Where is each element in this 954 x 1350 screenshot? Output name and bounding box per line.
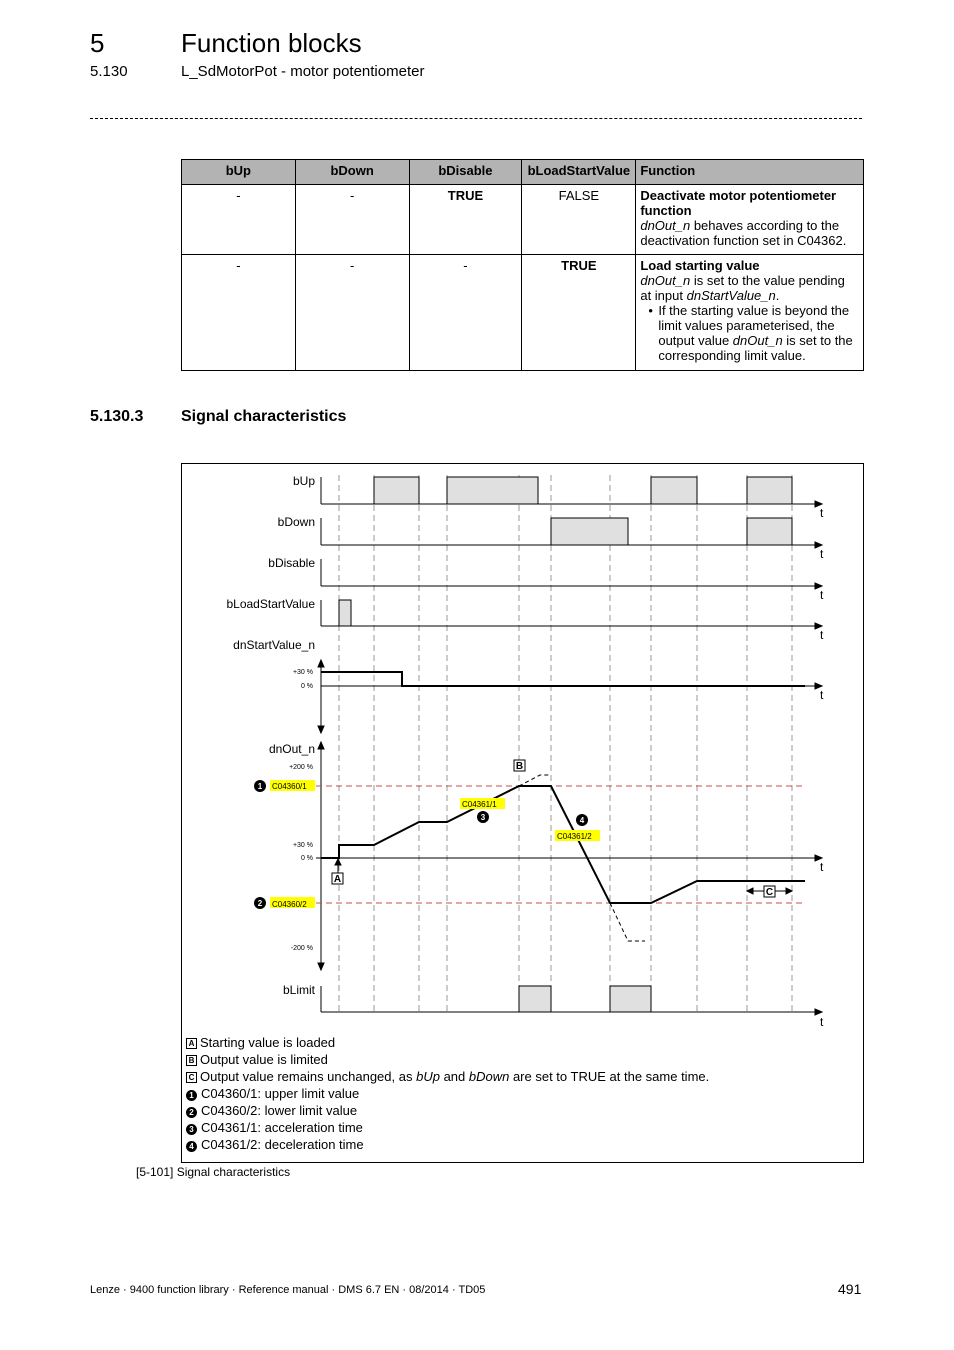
function-desc-end: . <box>775 288 780 303</box>
bdown-pulse <box>551 518 628 545</box>
legend-item <box>186 1085 709 1102</box>
legend-item <box>186 1051 709 1068</box>
legend-text: C04360/1: upper limit value <box>201 1086 360 1101</box>
signal-label-blimit: bLimit <box>282 983 315 997</box>
legend-circle-number: 1 <box>186 1090 197 1101</box>
legend-circle-number: 4 <box>186 1141 197 1152</box>
page-number: 491 <box>838 1281 862 1297</box>
signal-label-bloadstartvalue: bLoadStartValue <box>226 597 315 611</box>
bullet-text-a: If the starting value is beyond the limit values parameterised, the output value <box>658 303 850 348</box>
time-label: t <box>820 628 824 642</box>
marker-b-text: B <box>515 761 524 772</box>
legend-text: Output value is limited <box>200 1052 328 1067</box>
tick-label: -200 % <box>290 945 313 952</box>
subsection-title: Signal characteristics <box>181 408 347 425</box>
blimit-pulse <box>519 986 551 1012</box>
bullet-text-b: is set to the corresponding limit value. <box>658 333 853 363</box>
col-header-bdisable: bDisable <box>409 160 522 185</box>
chapter-number: 5 <box>90 28 105 58</box>
legend-var: bUp <box>416 1069 440 1084</box>
col-header-bloadstartvalue: bLoadStartValue <box>522 160 636 185</box>
signal-label-bdown: bDown <box>277 515 315 529</box>
var-dnstartvalue: dnStartValue_n <box>686 288 776 303</box>
cell-bup: - <box>182 255 296 371</box>
legend-item <box>186 1034 709 1051</box>
signal-label-bup: bUp <box>292 474 315 488</box>
dnstartvalue-trace <box>321 672 805 686</box>
cell-bdown: - <box>295 255 409 371</box>
time-label: t <box>820 547 824 561</box>
col-header-bup: bUp <box>182 160 296 185</box>
time-label: t <box>820 688 824 702</box>
circle-number-text: 1 <box>257 782 263 791</box>
tick-label: 0 % <box>300 855 313 862</box>
time-label: t <box>820 588 824 602</box>
dnout-trace <box>321 786 805 903</box>
arrow-icon <box>318 742 324 749</box>
legend-item <box>186 1068 709 1085</box>
marker-c-text: C <box>765 887 774 898</box>
cell-bdisable: - <box>409 255 522 371</box>
unlimited-rise-line <box>519 775 551 786</box>
arrow-up-icon <box>335 859 341 873</box>
cell-bdisable: TRUE <box>409 185 522 255</box>
col-header-function: Function <box>636 160 864 185</box>
arrow-icon <box>318 660 324 667</box>
bloadstartvalue-pulse <box>339 600 351 626</box>
param-label-accel: C04361/1 <box>462 800 497 809</box>
cell-bloadstartvalue: TRUE <box>522 255 636 371</box>
time-label: t <box>820 506 824 520</box>
legend-text: C04360/2: lower limit value <box>201 1103 358 1118</box>
bup-pulse <box>374 477 419 504</box>
bup-pulse <box>447 477 538 504</box>
legend-text: Starting value is loaded <box>200 1035 336 1050</box>
bdown-pulse <box>747 518 792 545</box>
var-dnout: dnOut_n <box>640 218 691 233</box>
signal-label-dnstartvalue: dnStartValue_n <box>233 638 315 652</box>
unlimited-fall-line <box>610 903 645 941</box>
legend-circle-number: 2 <box>186 1107 197 1118</box>
blimit-pulse <box>610 986 651 1012</box>
cell-bup: - <box>182 185 296 255</box>
chapter-title: Function blocks <box>181 28 362 58</box>
legend-text: are set to TRUE at the same time. <box>509 1069 710 1084</box>
time-label: t <box>820 1015 824 1029</box>
param-label-decel: C04361/2 <box>557 832 592 841</box>
legend-item <box>186 1102 709 1119</box>
cell-bdown: - <box>295 185 409 255</box>
arrow-icon <box>318 963 324 970</box>
time-label: t <box>820 860 824 874</box>
legend-text: C04361/1: acceleration time <box>201 1120 363 1135</box>
time-markers <box>339 475 792 1012</box>
function-desc-text: is set to the value pending at input <box>640 273 845 303</box>
var-dnout: dnOut_n <box>640 273 691 288</box>
axes <box>316 477 822 1015</box>
legend-text: Output value remains unchanged, as <box>200 1069 417 1084</box>
circle-number-text: 4 <box>579 816 585 825</box>
col-header-bdown: bDown <box>295 160 409 185</box>
tick-label: +30 % <box>292 669 313 676</box>
param-label-lower: C04360/2 <box>272 900 307 909</box>
legend-item <box>186 1119 709 1136</box>
circle-number-text: 3 <box>480 813 486 822</box>
figure-legend <box>186 1034 709 1153</box>
tick-label: +30 % <box>292 842 313 849</box>
bup-pulse <box>651 477 697 504</box>
circle-number-text: 2 <box>257 899 263 908</box>
legend-circle-number: 3 <box>186 1124 197 1135</box>
section-number: 5.130 <box>90 63 128 80</box>
legend-item <box>186 1136 709 1153</box>
signal-label-dnout: dnOut_n <box>268 742 315 756</box>
legend-marker-box: C <box>186 1072 197 1083</box>
param-label-upper: C04360/1 <box>272 782 307 791</box>
page-footer: Lenze · 9400 function library · Reference manual · DMS 6.7 EN · 08/2014 · TD05 <box>90 1284 486 1296</box>
legend-marker-box: B <box>186 1055 197 1066</box>
bup-pulse <box>747 477 792 504</box>
legend-marker-box: A <box>186 1038 197 1049</box>
function-title: Deactivate motor potentiometer function <box>640 188 837 218</box>
var-dnout: dnOut_n <box>732 333 783 348</box>
legend-text: C04361/2: deceleration time <box>201 1137 364 1152</box>
arrow-icon <box>318 726 324 733</box>
section-title: L_SdMotorPot - motor potentiometer <box>181 63 425 80</box>
legend-text: and <box>439 1069 469 1084</box>
figure-caption: [5-101] Signal characteristics <box>136 1165 291 1179</box>
function-title: Load starting value <box>640 258 760 273</box>
function-desc-text: behaves according to the deactivation function set in C04362. <box>640 218 847 248</box>
tick-label: 0 % <box>300 683 313 690</box>
marker-a-text: A <box>333 874 342 885</box>
tick-label: +200 % <box>289 764 313 771</box>
subsection-number: 5.130.3 <box>90 408 144 425</box>
signal-label-bdisable: bDisable <box>268 556 315 570</box>
cell-bloadstartvalue: FALSE <box>522 185 636 255</box>
legend-var: bDown <box>468 1069 510 1084</box>
